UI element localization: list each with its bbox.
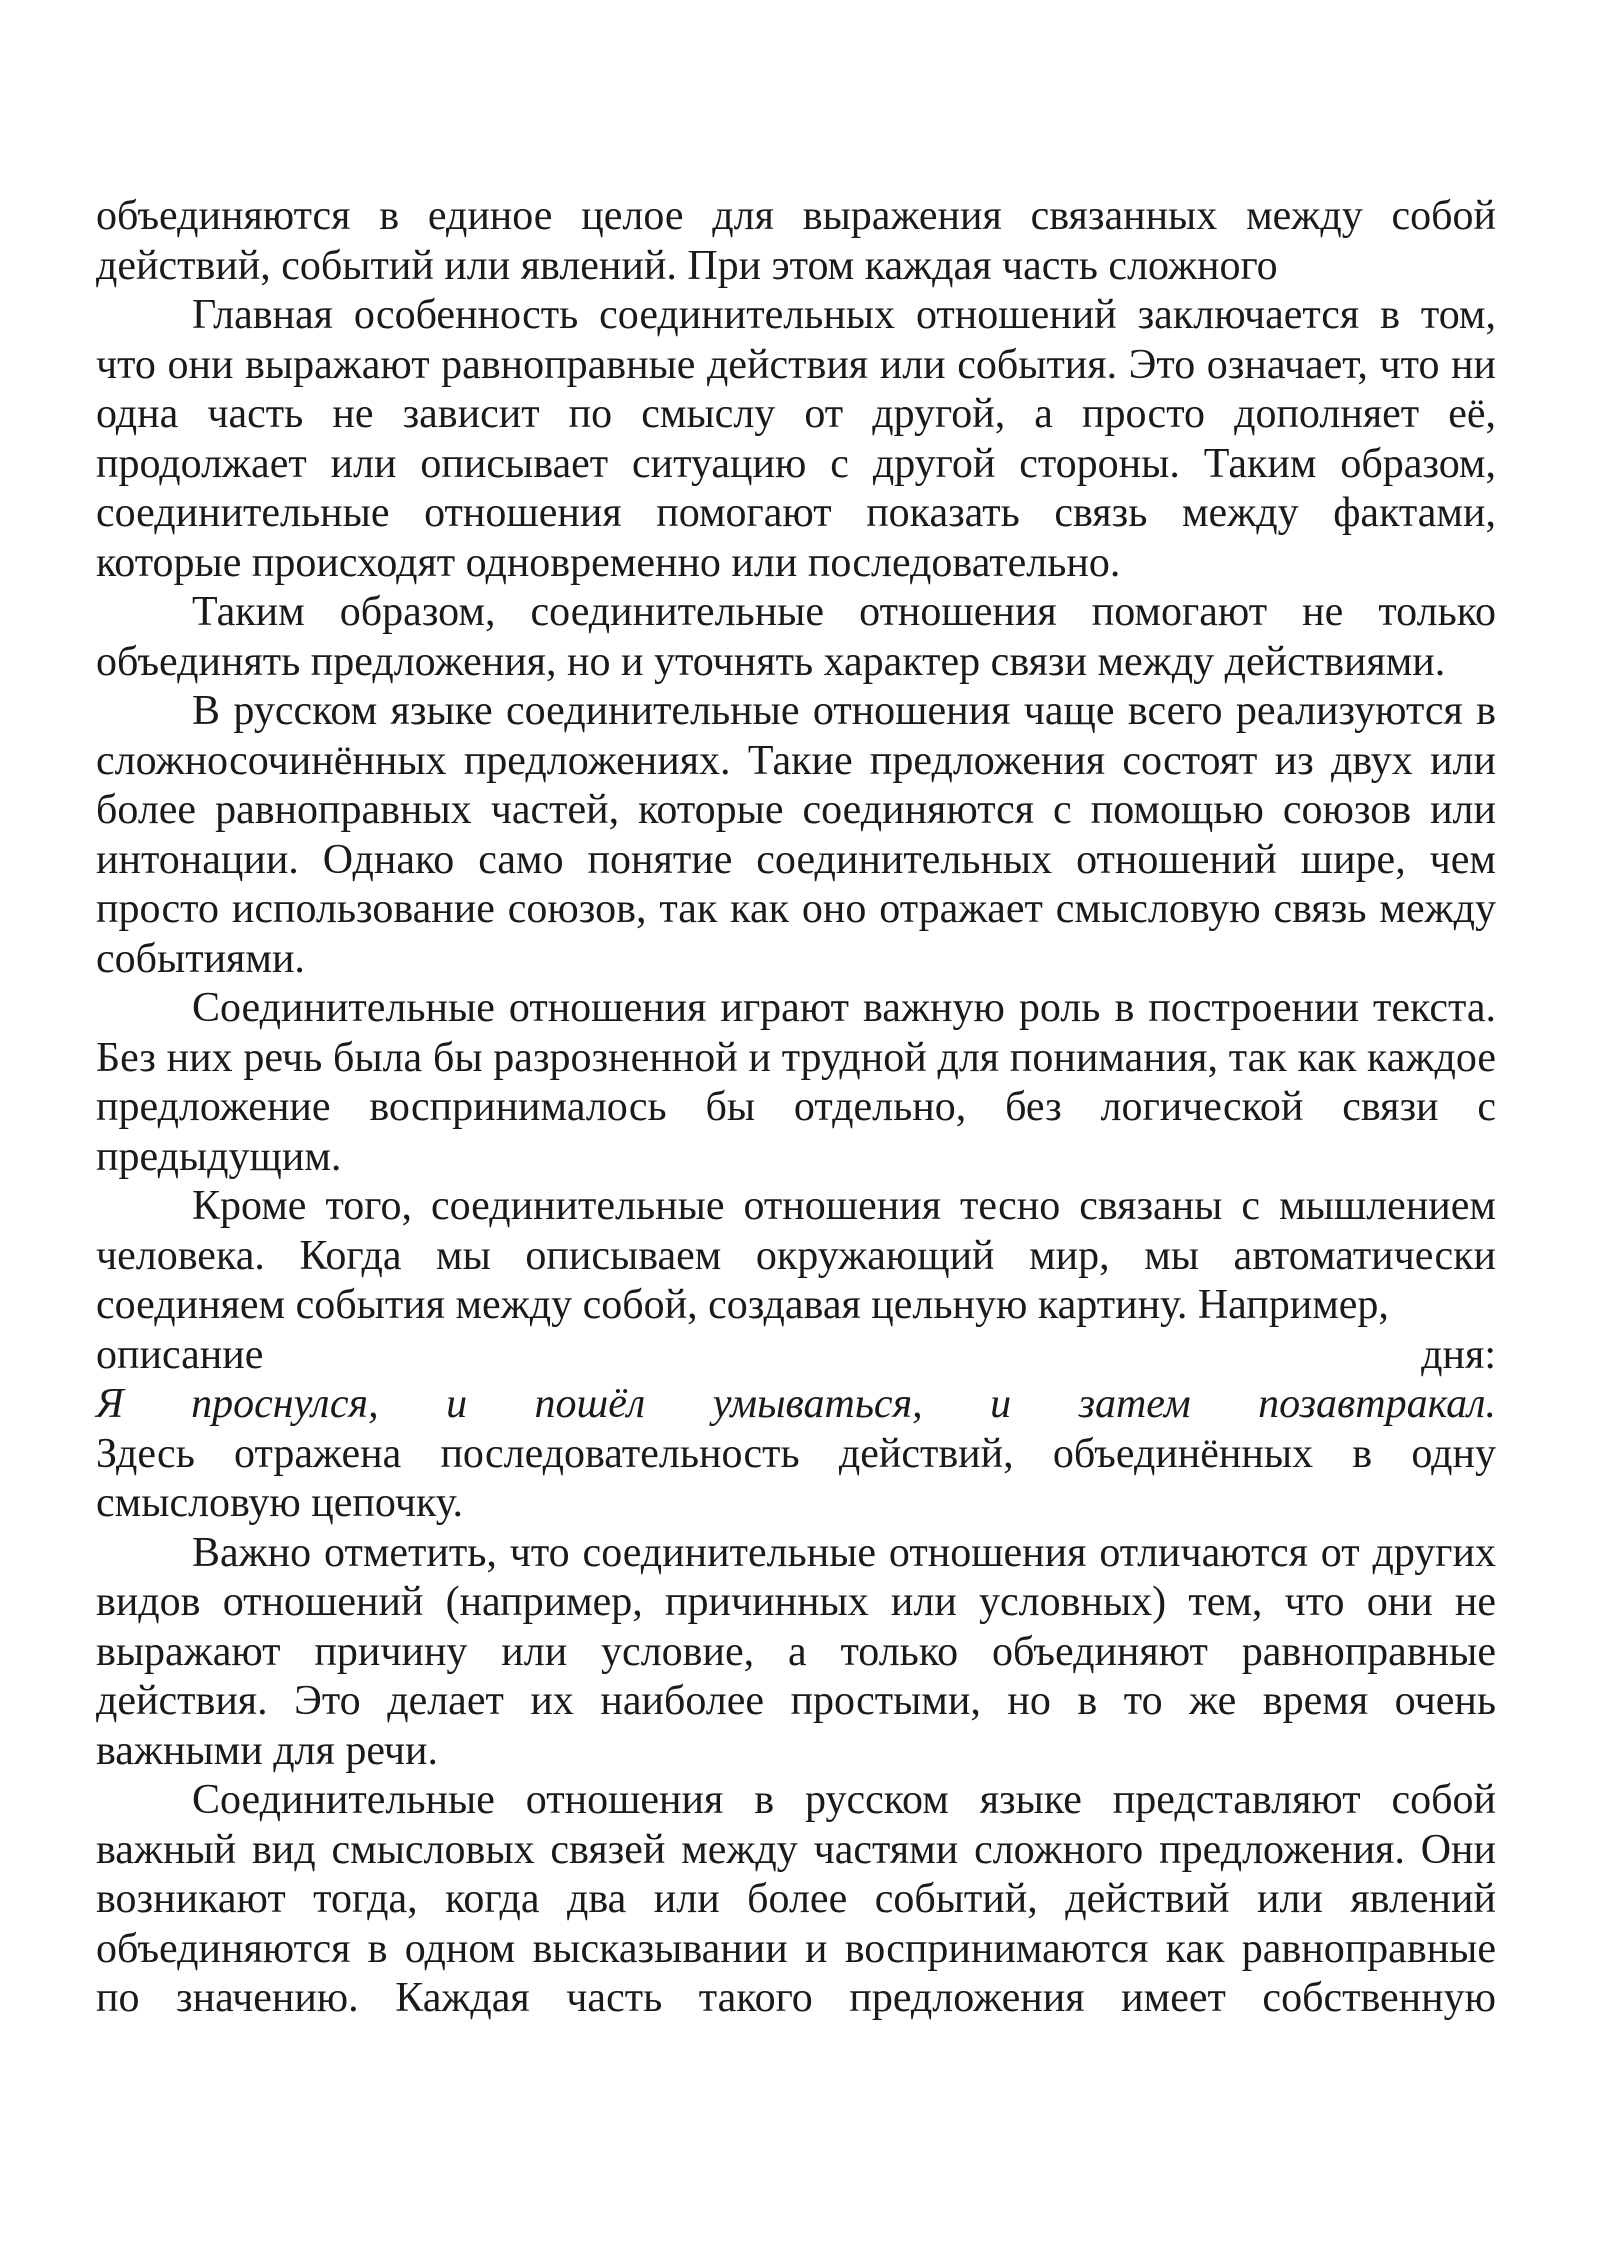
paragraph-text-role: Соединительные отношения играют важную роль в построении текста. Без них речь была бы разрозненной и трудной для понимания, так как каждое предложение воспринималось бы отдельно, без логической связи с предыдущим.	[96, 985, 1496, 1180]
example-intro-text: Кроме того, соединительные отношения тесно связаны с мышлением человека. Когда мы описываем окружающий мир, мы автоматически соединяем события между собой, создавая цельную картину. Например,	[96, 1183, 1496, 1328]
document-page	[96, 192, 1496, 2024]
paragraph-continuation: объединяются в единое целое для выражения связанных между собой действий, событий или явлений. При этом каждая часть сложного	[96, 193, 1496, 289]
paragraph-difference: Важно отметить, что соединительные отношения отличаются от других видов отношений (например, причинных или условных) тем, что они не выражают причину или условие, а только объединяют равноправные действия. Это делает их наиболее простыми, но в то же время очень важными для речи.	[96, 1529, 1496, 1774]
paragraph-compound-sentences: В русском языке соединительные отношения чаще всего реализуются в сложносочинённых предложениях. Такие предложения состоят из двух или более равноправных частей, которые соединяются с помощью союзов или интонации. Однако само понятие соединительных отношений шире, чем просто использование союзов, так как оно отражает смысловую связь между событиями.	[96, 688, 1496, 982]
paragraph-summary: Таким образом, соединительные отношения помогают не только объединять предложения, но и уточнять характер связи между действиями.	[96, 589, 1496, 685]
example-explanation: Здесь отражена последовательность действий, объединённых в одну смысловую цепочку.	[96, 1430, 1496, 1526]
example-lead-line: описание дня:	[96, 1331, 1496, 1378]
example-sentence: Я проснулся, и пошёл умываться, и затем позавтракал.	[96, 1381, 1496, 1427]
paragraph-definition: Соединительные отношения в русском языке представляют собой важный вид смысловых связей между частями сложного предложения. Они возникают тогда, когда два или более событий, действий или явлений объединяются в одном высказывании и воспринимаются как равноправные по значению. Каждая часть такого предложения имеет собственную	[96, 1777, 1496, 2021]
paragraph-main-feature: Главная особенность соединительных отношений заключается в том, что они выражают равноправные действия или события. Это означает, что ни одна часть не зависит по смыслу от другой, а просто дополняет её, продолжает или описывает ситуацию с другой стороны. Таким образом, соединительные отношения помогают показать связь между фактами, которые происходят одновременно или последовательно.	[96, 292, 1496, 586]
paragraph-thinking-example	[96, 1182, 1496, 1529]
